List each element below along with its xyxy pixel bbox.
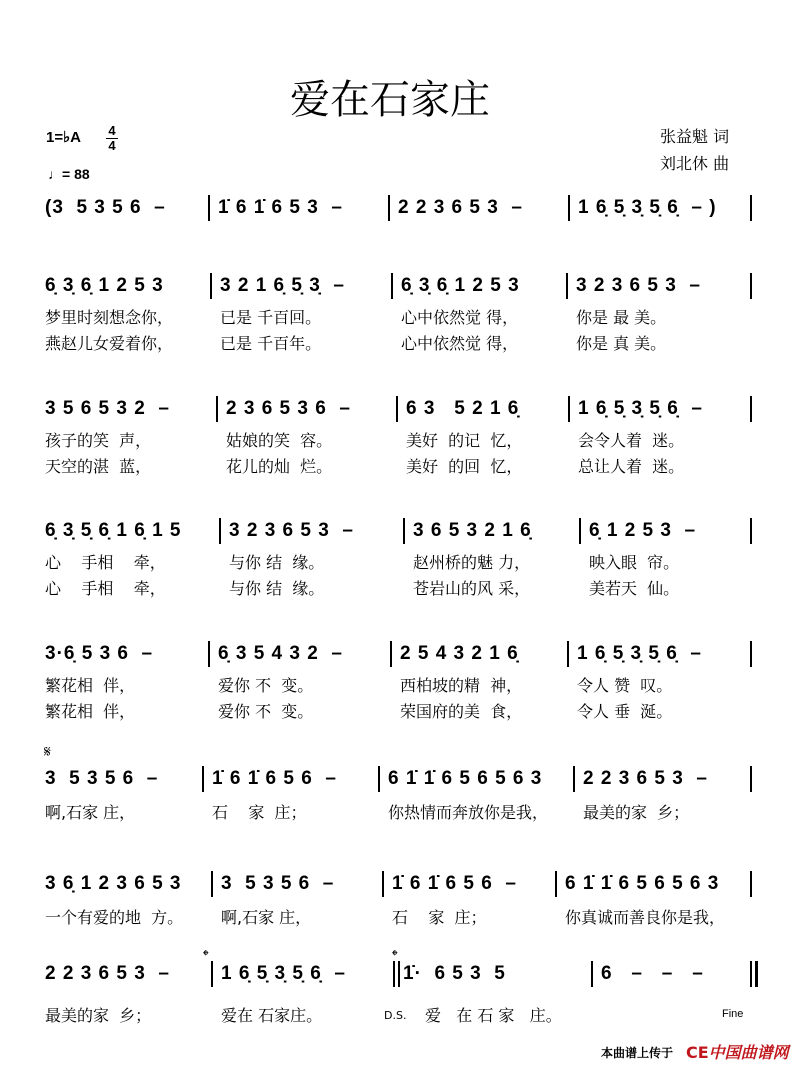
measure-notes: 3 2 3 6 5 3 – [576,275,701,296]
lyrics-verse-1: 爱在 石家庄。 [221,1006,323,1025]
lyrics-verse-1: 最美的家 乡； [45,1006,152,1025]
tempo-marking: ♩= 88 [48,166,90,182]
lyrics-verse-2: 心 手相 牵， [45,579,166,598]
lyrics-verse-1: 啊,石家 庄， [45,803,136,822]
segno-sign: 𝄋 [44,742,51,761]
coda-sign-2: 𝄌 [392,946,398,965]
barline [403,518,405,544]
lyrics-verse-2: 天空的湛 蓝， [45,457,152,476]
barline [211,871,213,897]
measure-notes: 3 5 3 5 6 – [45,768,159,789]
footer-upload-text: 本曲谱上传于 [601,1046,674,1060]
time-signature-top: 4 [108,123,116,138]
lyrics-verse-2: 与你 结 缘。 [229,579,325,598]
measure-notes: 6̣ 1 2 5 3 – [589,520,697,541]
measure-notes: (3 5 3 5 6 – [45,197,166,218]
lyrics-verse-1: 美好 的记 忆， [406,431,523,450]
lyrics-verse-1: 你是 最 美。 [576,308,667,327]
measure-notes: 6 1̇ 1̇ 6 5 6 5 6 3 [565,873,720,894]
measure-notes: 1 6̣ 5̣ 3̣ 5̣ 6̣ – ) [578,197,717,218]
barline [750,766,752,792]
lyrics-verse-1: 繁花相 伴， [45,676,136,695]
measure-notes: 6 – – – [601,963,704,984]
site-logo[interactable] [686,1040,789,1063]
barline [750,396,752,422]
measure-notes: 3·6̣ 5 3 6 – [45,643,154,664]
measure-notes: 1 6̣ 5̣ 3̣ 5̣ 6̣ – [221,963,346,984]
barline [567,641,569,667]
measure-notes: 6̣ 3̣ 5̣ 6̣ 1 6̣ 1 5 [45,520,182,541]
barline [396,396,398,422]
lyrics-verse-1: 心中依然觉 得， [401,308,519,327]
lyrics-verse-1: 已是 千百回。 [220,308,322,327]
barline [378,766,380,792]
ds-marking: D.S. [384,1009,407,1022]
fine-marking: Fine [722,1008,744,1020]
barline [568,396,570,422]
key-signature: 1=♭A [46,129,82,146]
lyrics-verse-1: 石 家 庄； [212,803,307,822]
lyrics-verse-2: 令人 垂 涎。 [577,702,673,721]
lyrics-verse-1: 你热情而奔放你是我， [388,803,549,822]
barline [391,273,393,299]
lyrics-verse-2: 荣国府的美 食， [400,702,523,721]
lyrics-verse-2: 总让人着 迷。 [578,457,685,476]
double-barline [398,961,400,987]
lyrics-verse-1: 心 手相 牵， [45,553,166,572]
measure-notes: 1 6̣ 5̣ 3̣ 5̣ 6̣ – [577,643,702,664]
barline [573,766,575,792]
lyrics-verse-2: 苍岩山的风 采， [413,579,531,598]
measure-notes: 3 6 5 3 2 1 6̣ [413,520,532,541]
measure-notes: 3 5 6 5 3 2 – [45,398,170,419]
barline [388,195,390,221]
song-title: 爱在石家庄 [290,77,490,123]
barline [211,961,213,987]
time-signature [106,124,118,153]
barline [750,518,752,544]
measure-notes: 6 3 5 2 1 6̣ [406,398,520,419]
barline [750,641,752,667]
measure-notes: 6̣ 3̣ 6̣ 1 2 5 3 [45,275,164,296]
measure-notes: 2 2 3 6 5 3 – [398,197,523,218]
barline [591,961,593,987]
measure-notes: 2 5 4 3 2 1 6̣ [400,643,519,664]
measure-notes: 3 5 3 5 6 – [221,873,335,894]
measure-notes: 1̇ 6 1̇ 6 5 6 – [392,873,517,894]
measure-notes: 3 2 1 6̣ 5̣ 3̣ – [220,275,345,296]
barline [210,273,212,299]
lyrics-verse-1: 与你 结 缘。 [229,553,325,572]
logo-text: 中国曲谱网 [708,1043,789,1062]
lyrics-verse-1: 石 家 庄； [392,908,487,927]
lyrics-verse-1: 你真诚而善良你是我， [565,908,726,927]
measure-notes: 1̇· 6 5 3 5 [403,963,506,984]
barline [208,641,210,667]
lyrics-verse-2: 爱你 不 变。 [218,702,314,721]
barline [579,518,581,544]
barline [750,871,752,897]
measure-notes: 6̣ 3̣ 6̣ 1 2 5 3 [401,275,520,296]
lyricist-credit: 张益魁 词 [660,127,730,146]
measure-notes: 2 3 6 5 3 6 – [226,398,351,419]
barline [750,961,752,987]
lyrics-verse-2: 花儿的灿 烂。 [226,457,333,476]
composer-credit: 刘北休 曲 [660,154,730,173]
lyrics-verse-1: 最美的家 乡； [583,803,690,822]
lyrics-verse-1: 孩子的笑 声， [45,431,152,450]
lyrics-verse-1: 爱 在 石 家 庄。 [425,1006,562,1025]
barline [750,195,752,221]
measure-notes: 3 6̣ 1 2 3 6 5 3 [45,873,182,894]
lyrics-verse-1: 爱你 不 变。 [218,676,314,695]
lyrics-verse-1: 啊,石家 庄， [221,908,312,927]
logo-mark: CE [686,1043,709,1062]
lyrics-verse-1: 一个有爱的地 方。 [45,908,184,927]
measure-notes: 6̣ 3 5 4 3 2 – [218,643,343,664]
barline [382,871,384,897]
measure-notes: 1̇ 6 1̇ 6 5 6 – [212,768,337,789]
lyrics-verse-2: 繁花相 伴， [45,702,136,721]
lyrics-verse-2: 心中依然觉 得， [401,334,519,353]
barline [202,766,204,792]
lyrics-verse-1: 梦里时刻想念你， [45,308,174,327]
lyrics-verse-1: 令人 赞 叹。 [577,676,673,695]
lyrics-verse-1: 西柏坡的精 神， [400,676,523,695]
measure-notes: 3 2 3 6 5 3 – [229,520,354,541]
lyrics-verse-2: 美若天 仙。 [589,579,680,598]
barline [555,871,557,897]
lyrics-verse-1: 姑娘的笑 容。 [226,431,333,450]
coda-sign: 𝄌 [203,946,209,965]
lyrics-verse-1: 赵州桥的魅 力， [413,553,531,572]
measure-notes: 2 2 3 6 5 3 – [583,768,708,789]
lyrics-verse-1: 映入眼 帘。 [589,553,680,572]
lyrics-verse-2: 燕赵儿女爱着你， [45,334,174,353]
barline [568,195,570,221]
barline [208,195,210,221]
measure-notes: 1̇ 6 1̇ 6 5 3 – [218,197,343,218]
barline [216,396,218,422]
double-barline [755,961,758,987]
lyrics-verse-2: 已是 千百年。 [220,334,322,353]
lyrics-verse-2: 你是 真 美。 [576,334,667,353]
barline [219,518,221,544]
measure-notes: 1 6̣ 5̣ 3̣ 5̣ 6̣ – [578,398,703,419]
lyrics-verse-1: 会令人着 迷。 [578,431,685,450]
time-signature-bottom: 4 [108,138,116,153]
barline [750,273,752,299]
barline [566,273,568,299]
barline [390,641,392,667]
measure-notes: 6 1̇ 1̇ 6 5 6 5 6 3 [388,768,543,789]
lyrics-verse-2: 美好 的回 忆， [406,457,523,476]
measure-notes: 2 2 3 6 5 3 – [45,963,170,984]
